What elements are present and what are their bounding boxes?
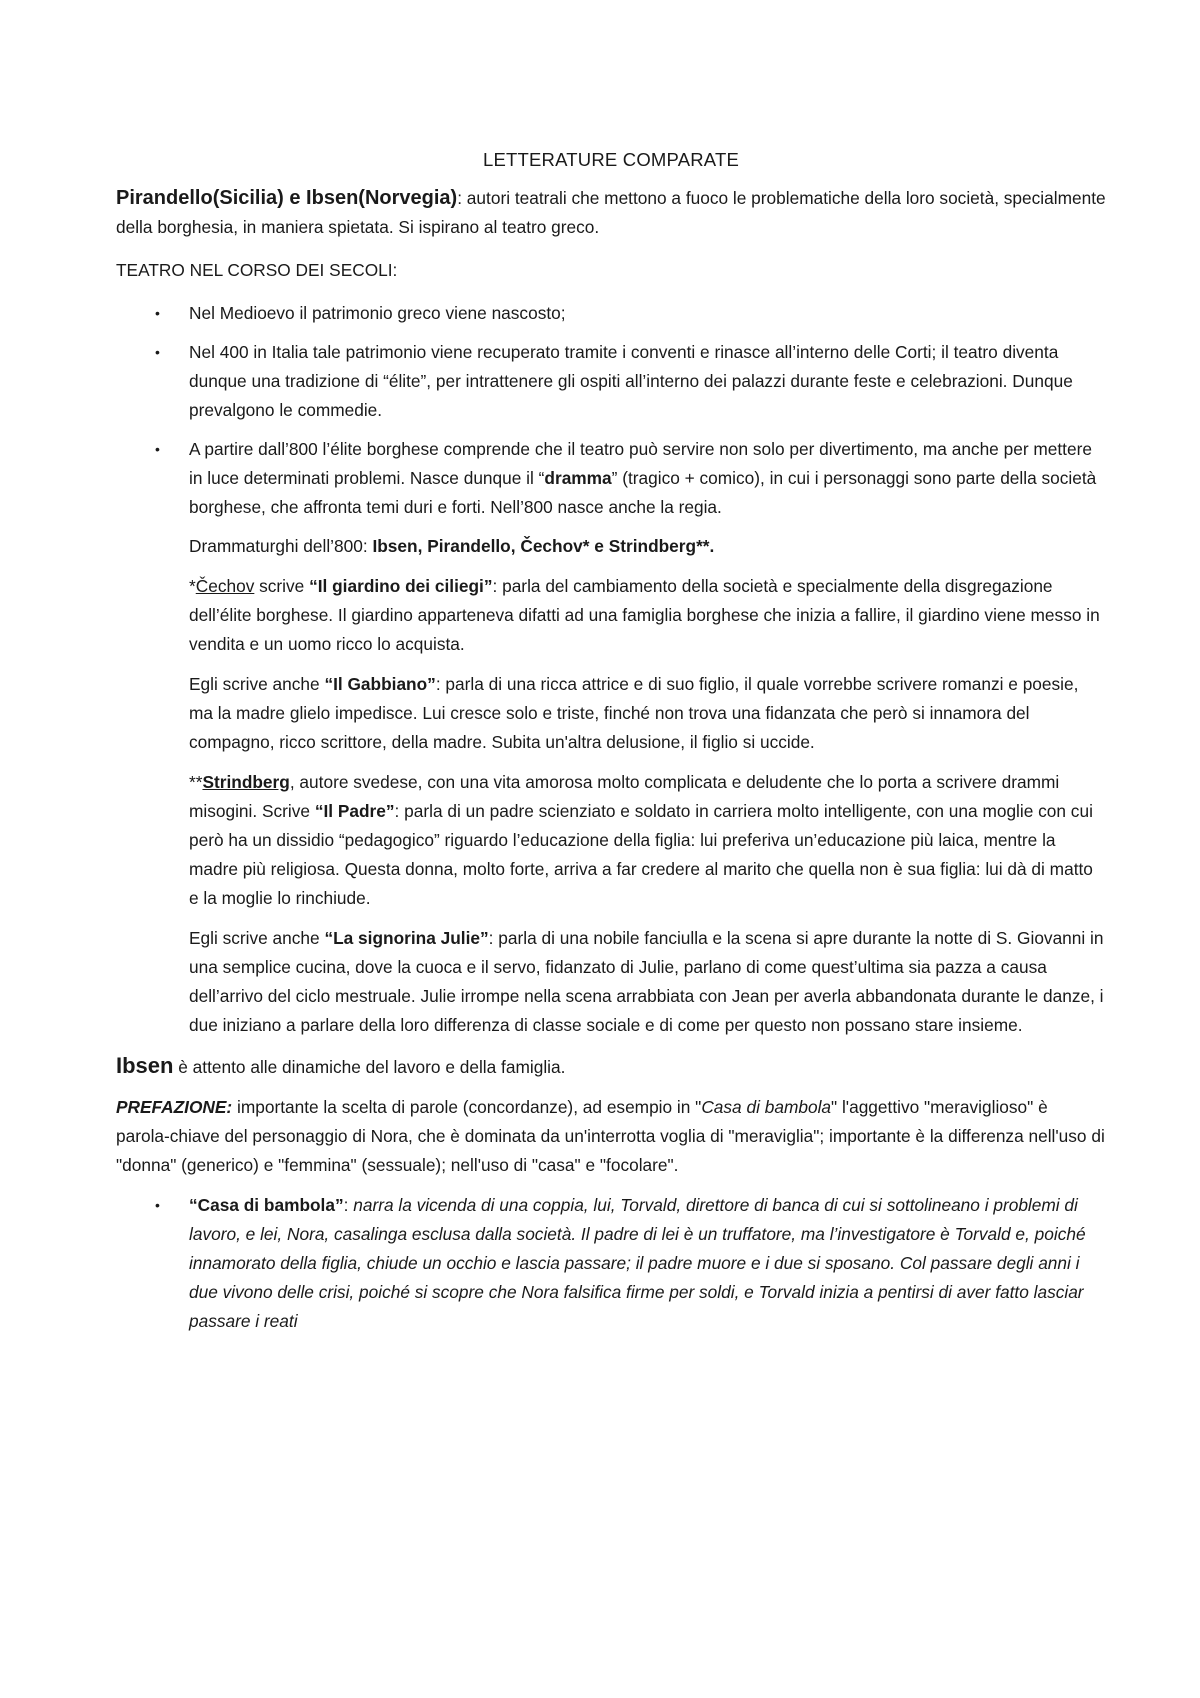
ibsen-text: è attento alle dinamiche del lavoro e della famiglia. — [173, 1057, 566, 1077]
playwrights-names: Ibsen, Pirandello, Čechov* e Strindberg**. — [372, 536, 715, 556]
history-bullet-list — [116, 299, 1106, 522]
list-item — [116, 299, 1106, 328]
footnote-marker: * — [189, 576, 196, 596]
prefazione-label: PREFAZIONE: — [116, 1097, 233, 1117]
gabbiano-text: : parla di una ricca attrice e di suo figlio, il quale vorrebbe scrivere romanzi e poesie, ma la madre glielo impedisce. Lui cresce solo e triste, finché non trova una fidanzata che però si innamora del compagno, ricco scrittore, della madre. Subita un'altra delusione, il figlio si uccide. — [189, 674, 1079, 752]
julie-prefix: Egli scrive anche — [189, 928, 325, 948]
prefazione-work-title: Casa di bambola — [701, 1097, 832, 1117]
ibsen-heading: Ibsen — [116, 1053, 174, 1078]
dramma-term: dramma — [544, 468, 612, 488]
bullet-icon: • — [155, 305, 160, 321]
document-title: LETTERATURE COMPARATE — [482, 149, 740, 170]
casa-bullet-list — [116, 1191, 1106, 1336]
document-body — [116, 145, 1106, 1346]
list-item-text-cont: ” (tragico + comico), in cui i personaggi sono parte della società borghese, che affronta temi duri e forti. Nell’800 nasce anche la regia. — [189, 468, 1097, 517]
footnote-marker: ** — [189, 772, 203, 792]
bullet-icon: • — [155, 344, 160, 360]
strindberg-text-1: , autore svedese, con una vita amorosa molto complicata e deludente che lo porta a scrivere drammi misogini. Scrive — [189, 772, 1060, 821]
bullet-icon: • — [155, 441, 160, 457]
chekhov-paragraph — [116, 572, 1106, 659]
intro-paragraph — [116, 184, 1106, 242]
list-item-text: A partire dall’800 l’élite borghese comprende che il teatro può servire non solo per divertimento, ma anche per mettere in luce determinati problemi. Nasce dunque il “ — [189, 439, 1092, 488]
gabbiano-prefix: Egli scrive anche — [189, 674, 325, 694]
playwrights-prefix: Drammaturghi dell’800: — [189, 536, 373, 556]
julie-paragraph — [116, 924, 1106, 1040]
chekhov-name: Čechov — [195, 576, 255, 596]
intro-text: : autori teatrali che mettono a fuoco le problematiche della loro società, specialmente della borghesia, in maniera spietata. Si ispirano al teatro greco. — [116, 188, 1106, 237]
casa-colon: : — [343, 1195, 354, 1215]
prefazione-text-1: importante la scelta di parole (concordanze), ad esempio in " — [232, 1097, 702, 1117]
chekhov-work-title: “Il giardino dei ciliegi” — [309, 576, 493, 596]
prefazione-paragraph — [116, 1093, 1106, 1180]
strindberg-name: Strindberg — [202, 772, 290, 792]
list-item — [116, 338, 1106, 425]
playwrights-line — [116, 532, 1106, 561]
list-item-text: Nel Medioevo il patrimonio greco viene nascosto; — [189, 303, 566, 323]
intro-heading: Pirandello(Sicilia) e Ibsen(Norvegia) — [116, 187, 458, 209]
julie-work-title: “La signorina Julie” — [324, 928, 489, 948]
strindberg-text-2: : parla di un padre scienziato e soldato in carriera molto intelligente, con una moglie con cui però ha un dissidio “pedagogico” riguardo l’educazione della figlia: lui preferiva un’educazione più laica, mentre la madre più religiosa. Questa donna, molto forte, arriva a far credere al marito che quella non è sua figlia: lui dà di matto e la moglie lo rinchiude. — [189, 801, 1093, 908]
casa-text: narra la vicenda di una coppia, lui, Torvald, direttore di banca di cui si sottolineano i problemi di lavoro, e lei, Nora, casalinga esclusa dalla società. Il padre di lei è un truffatore, ma l’investigatore è Torvald e, poiché innamorato della figlia, chiude un occhio e lascia passare; il padre muore e i due si sposano. Col passare degli anni i due vivono delle crisi, poiché si scopre che Nora falsifica firme per soldi, e Torvald inizia a pentirsi di aver fatto lasciar passare i reati — [189, 1195, 1086, 1331]
padre-work-title: “Il Padre” — [314, 801, 395, 821]
list-item-text: Nel 400 in Italia tale patrimonio viene recuperato tramite i conventi e rinasce all’interno delle Corti; il teatro diventa dunque una tradizione di “élite”, per intrattenere gli ospiti all’interno dei palazzi durante feste e celebrazioni. Dunque prevalgono le commedie. — [189, 342, 1073, 420]
prefazione-text-2: " l'aggettivo "meraviglioso" è parola-chiave del personaggio di Nora, che è dominata da un'interrotta voglia di "meraviglia"; importante è la differenza nell'uso di "donna" (generico) e "femmina" (sessuale); nell'uso di "casa" e "focolare". — [116, 1097, 1105, 1175]
gabbiano-work-title: “Il Gabbiano” — [324, 674, 436, 694]
list-item — [116, 435, 1106, 522]
casa-work-title: “Casa di bambola” — [189, 1195, 344, 1215]
bullet-icon: • — [155, 1197, 160, 1213]
section-heading: TEATRO NEL CORSO DEI SECOLI: — [116, 260, 398, 280]
list-item — [116, 1191, 1106, 1336]
julie-text: : parla di una nobile fanciulla e la scena si apre durante la notte di S. Giovanni in una semplice cucina, dove la cuoca e il servo, fidanzato di Julie, parlano di come quest’ultima sia pazza a causa dell’arrivo del ciclo mestruale. Julie irrompe nella scena arrabbiata con Jean per averla abbandonata durante le danze, i due iniziano a parlare della loro differenza di classe sociale e di come per questo non possano stare insieme. — [189, 928, 1104, 1035]
chekhov-verb: scrive — [254, 576, 310, 596]
strindberg-paragraph — [116, 768, 1106, 913]
ibsen-paragraph — [116, 1051, 1106, 1082]
chekhov-text: : parla del cambiamento della società e specialmente della disgregazione dell’élite borghese. Il giardino apparteneva difatti ad una famiglia borghese che inizia a fallire, il giardino viene messo in vendita e un uomo ricco lo acquista. — [189, 576, 1100, 654]
gabbiano-paragraph — [116, 670, 1106, 757]
